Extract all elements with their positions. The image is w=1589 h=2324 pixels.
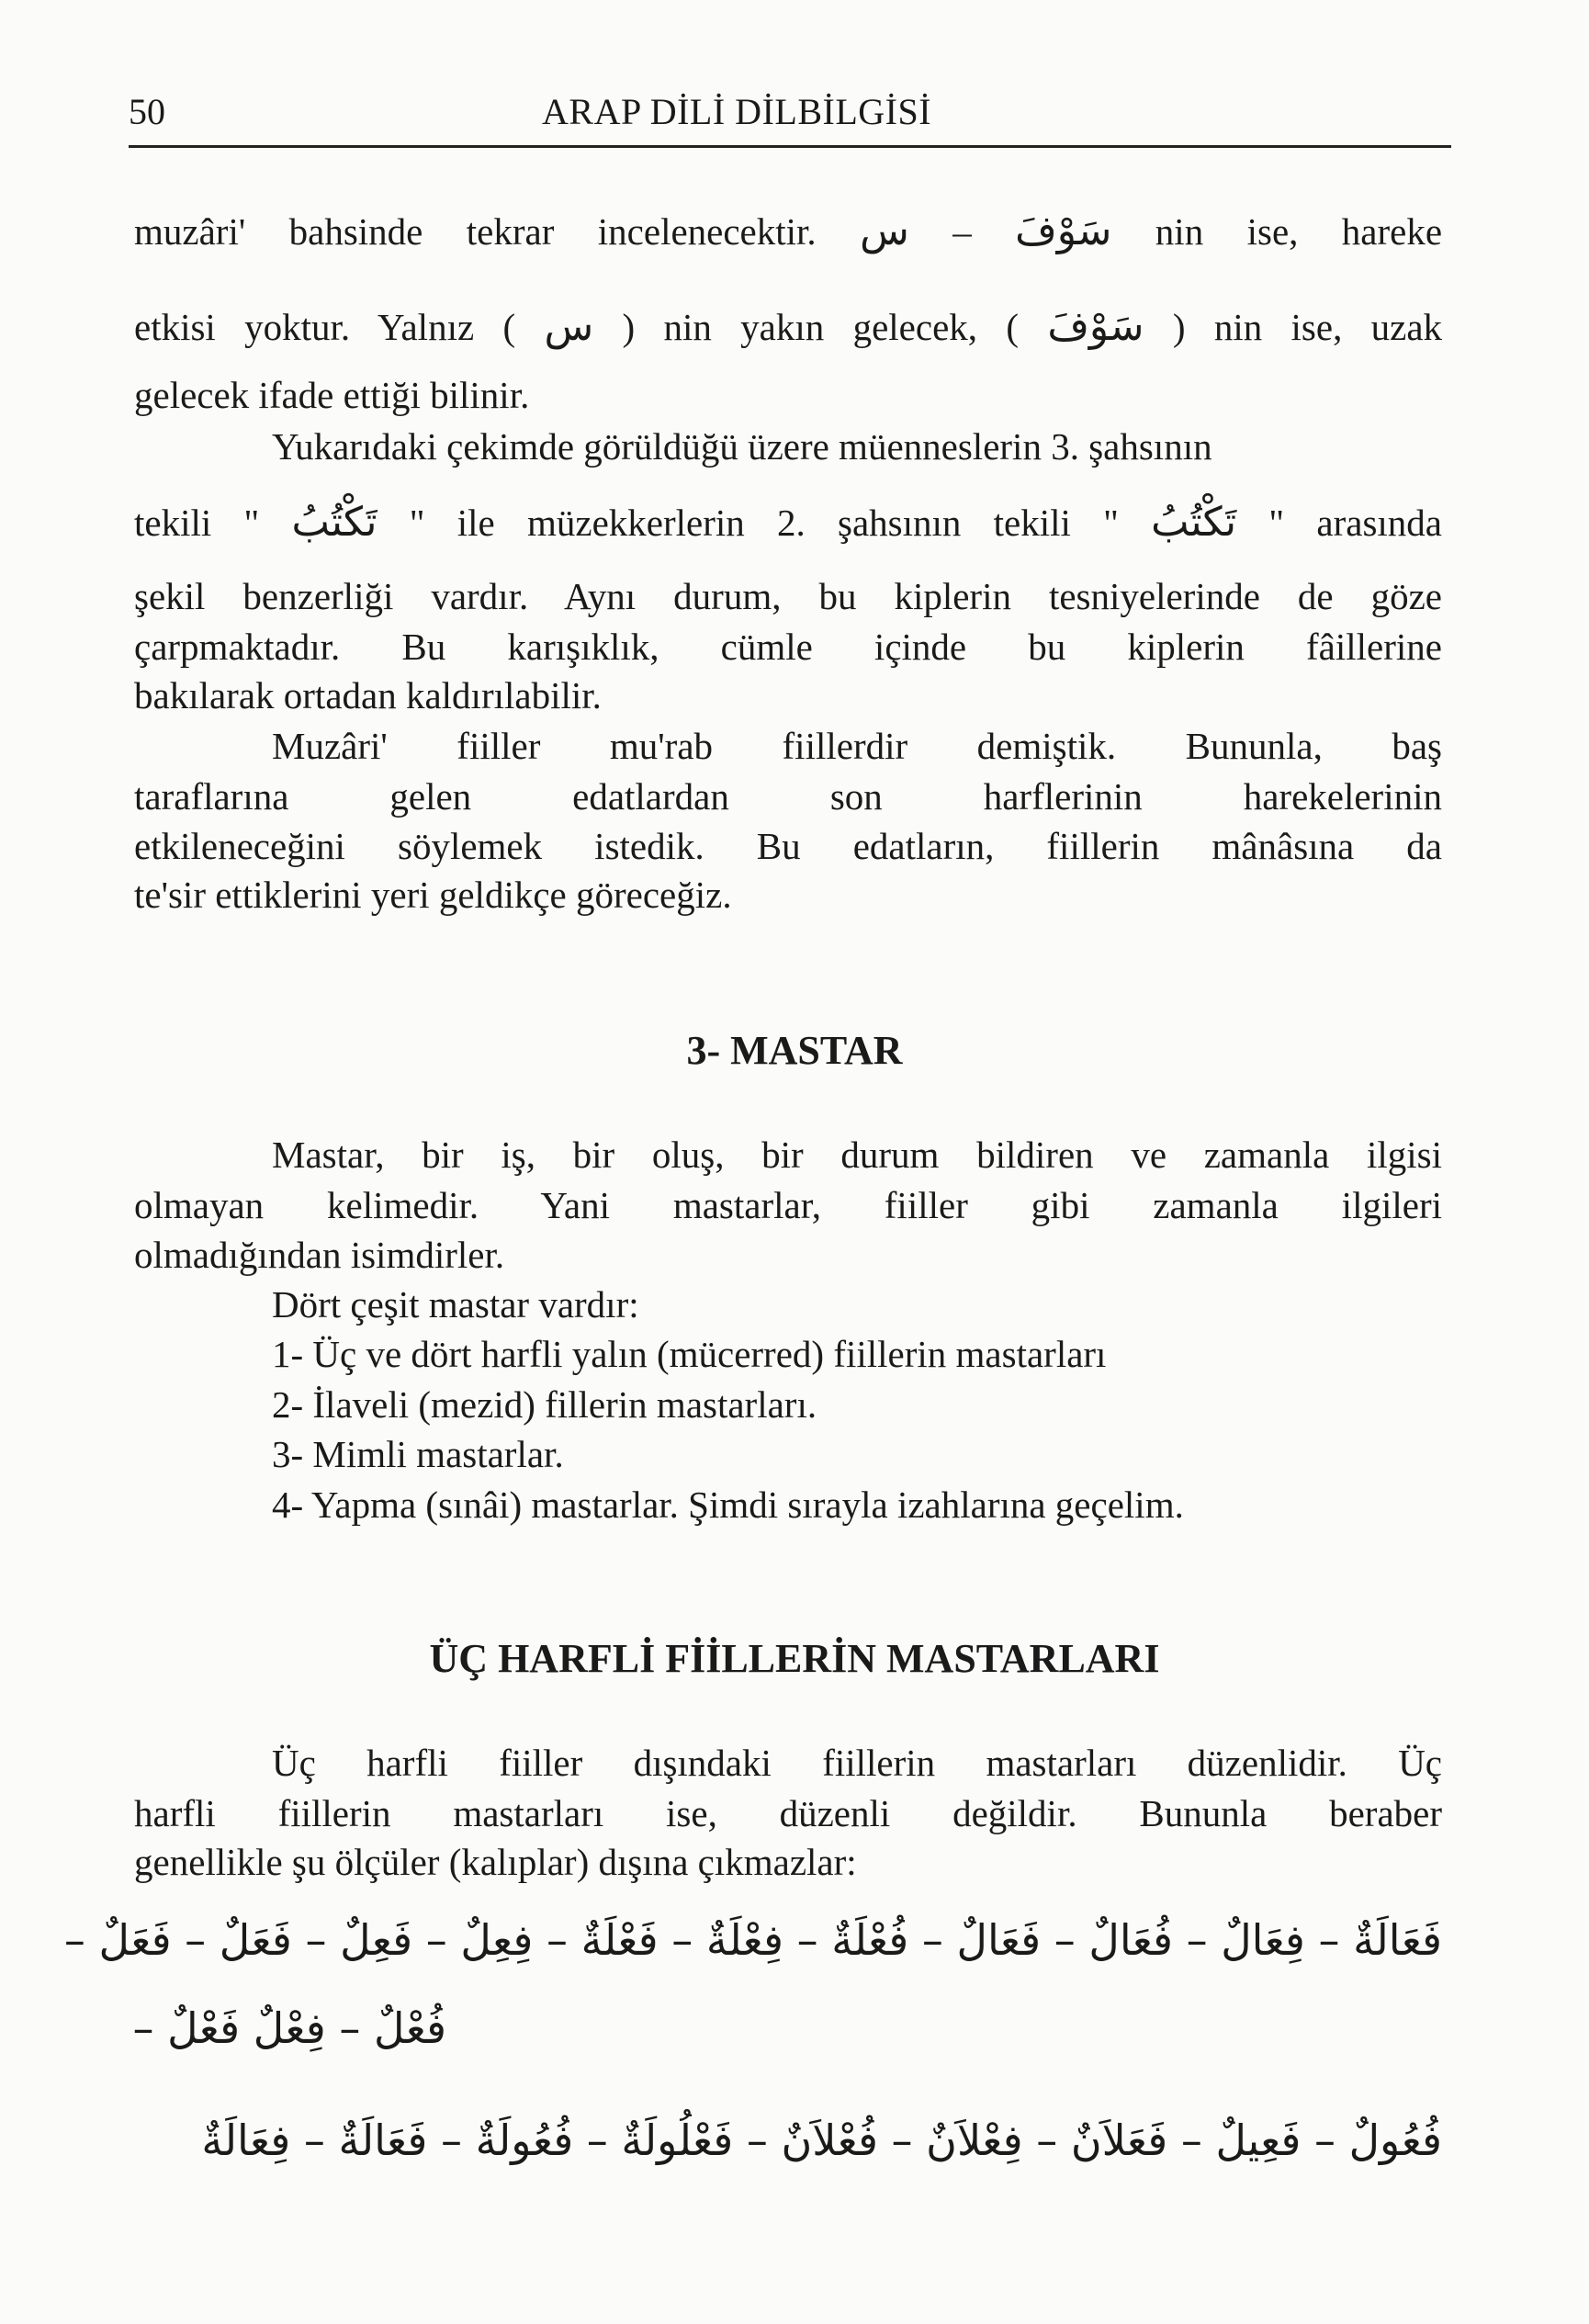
text-span: muzâri' bahsinde tekrar incelenecektir. <box>134 210 817 253</box>
paragraph-line: etkileneceğini söylemek istedik. Bu edatların, fiillerin mânâsına da <box>134 825 1442 867</box>
paragraph-line: taraflarına gelen edatlardan son harflerinin harekelerinin <box>134 775 1442 818</box>
paragraph-line: olmayan kelimedir. Yani mastarlar, fiiller gibi zamanla ilgileri <box>134 1184 1442 1226</box>
page-header <box>129 90 1451 148</box>
paragraph-line: Muzâri' fiiller mu'rab fiillerdir demiştik. Bununla, baş <box>272 725 1442 767</box>
paragraph-line: Yukarıdaki çekimde görüldüğü üzere müenneslerin 3. şahsının <box>272 425 1212 468</box>
arabic-patterns-line: فُعُولٌ – فَعِيلٌ – فَعَلاَنٌ – فِعْلاَنٌ – فُعْلاَنٌ – فَعْلُولَةٌ – فُعُولَةٌ – فَعَالَةٌ – فِعَالَةٌ <box>201 2115 1442 2165</box>
page-number: 50 <box>129 91 165 132</box>
list-item: 1- Üç ve dört harfli yalın (mücerred) fiillerin mastarları <box>272 1333 1107 1375</box>
arabic-word: س <box>544 303 594 350</box>
arabic-word: تَكْتُبُ <box>291 499 378 546</box>
paragraph-line: çarpmaktadır. Bu karışıklık, cümle içinde bu kiplerin fâillerine <box>134 626 1442 668</box>
paragraph-line <box>134 305 1442 349</box>
text-span: " arasında <box>1268 502 1442 544</box>
arabic-word: س <box>860 208 909 254</box>
paragraph-line: te'sir ettiklerini yeri geldikçe göreceğiz. <box>134 874 732 916</box>
arabic-word: سَوْفَ <box>1015 208 1112 254</box>
text-span: nin ise, hareke <box>1155 210 1443 253</box>
section-heading: 3- MASTAR <box>686 1028 903 1073</box>
running-title: ARAP DİLİ DİLBİLGİSİ <box>542 91 932 132</box>
section-heading: ÜÇ HARFLİ FİİLLERİN MASTARLARI <box>429 1636 1160 1681</box>
text-span: etkisi yoktur. Yalnız ( <box>134 306 516 348</box>
arabic-patterns-line: فُعْلٌ – فِعْلٌ فَعْلٌ – <box>132 2003 446 2053</box>
paragraph-line <box>134 501 1442 545</box>
paragraph-line: Üç harfli fiiller dışındaki fiillerin mastarları düzenlidir. Üç <box>272 1742 1442 1784</box>
list-item: 2- İlaveli (mezid) fillerin mastarları. <box>272 1383 817 1426</box>
text-span: " ile müzekkerlerin 2. şahsının tekili " <box>409 502 1119 544</box>
text-span: tekili " <box>134 502 260 544</box>
paragraph-line <box>134 209 1442 254</box>
arabic-patterns-line: فَعَالَةٌ – فِعَالٌ – فُعَالٌ – فَعَالٌ – فُعْلَةٌ – فِعْلَةٌ – فَعْلَةٌ – فِعِلٌ – فَعِلٌ – فَعَلٌ – فَعَلٌ – <box>63 1915 1442 1965</box>
paragraph-line: bakılarak ortadan kaldırılabilir. <box>134 674 602 716</box>
paragraph-line: gelecek ifade ettiği bilinir. <box>134 374 530 416</box>
text-span: ) nin yakın gelecek, ( <box>622 306 1019 348</box>
list-item: 3- Mimli mastarlar. <box>272 1433 564 1475</box>
arabic-word: تَكْتُبُ <box>1151 499 1237 546</box>
list-item: 4- Yapma (sınâi) mastarlar. Şimdi sırayla izahlarına geçelim. <box>272 1484 1184 1526</box>
text-span: ) nin ise, uzak <box>1172 306 1443 348</box>
paragraph-line: Dört çeşit mastar vardır: <box>272 1283 639 1326</box>
paragraph-line: olmadığından isimdirler. <box>134 1234 505 1276</box>
paragraph-line: şekil benzerliği vardır. Aynı durum, bu kiplerin tesniyelerinde de göze <box>134 575 1442 617</box>
paragraph-line: genellikle şu ölçüler (kalıplar) dışına çıkmazlar: <box>134 1841 857 1883</box>
paragraph-line: Mastar, bir iş, bir oluş, bir durum bildiren ve zamanla ilgisi <box>272 1134 1442 1176</box>
arabic-word: سَوْفَ <box>1047 303 1144 350</box>
paragraph-line: harfli fiillerin mastarları ise, düzenli değildir. Bununla beraber <box>134 1792 1442 1834</box>
dash: – <box>952 210 972 253</box>
